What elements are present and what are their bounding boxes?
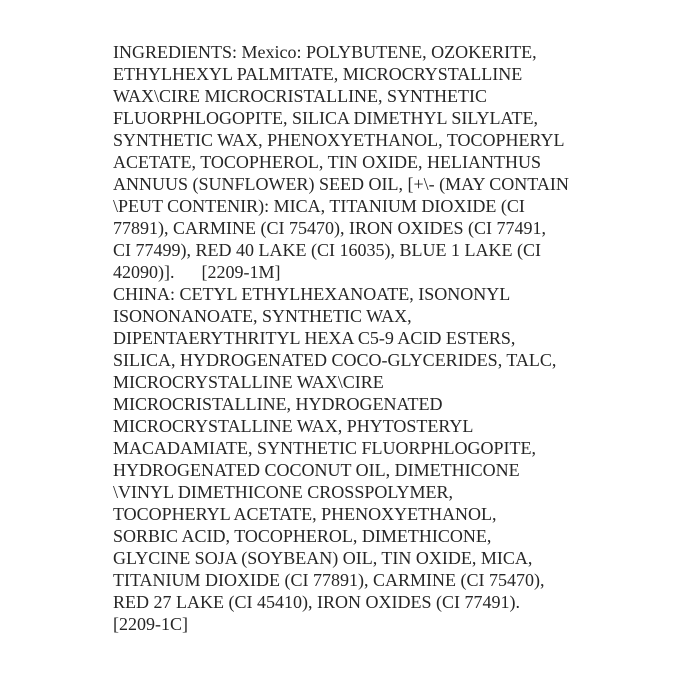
text-line: ISONONANOATE, SYNTHETIC WAX,	[113, 306, 412, 326]
text-line: [2209-1C]	[113, 614, 188, 634]
text-line: RED 27 LAKE (CI 45410), IRON OXIDES (CI 77491).	[113, 592, 520, 612]
text-line: HYDROGENATED COCONUT OIL, DIMETHICONE	[113, 460, 520, 480]
text-line: \PEUT CONTENIR): MICA, TITANIUM DIOXIDE (CI	[113, 196, 525, 216]
text-line: MACADAMIATE, SYNTHETIC FLUORPHLOGOPITE,	[113, 438, 536, 458]
text-line: TITANIUM DIOXIDE (CI 77891), CARMINE (CI 75470),	[113, 570, 545, 590]
text-line: FLUORPHLOGOPITE, SILICA DIMETHYL SILYLATE,	[113, 108, 539, 128]
text-line: INGREDIENTS: Mexico: POLYBUTENE, OZOKERITE,	[113, 42, 537, 62]
text-line: SILICA, HYDROGENATED COCO-GLYCERIDES, TALC,	[113, 350, 557, 370]
text-line: ETHYLHEXYL PALMITATE, MICROCRYSTALLINE	[113, 64, 523, 84]
text-line: MICROCRYSTALLINE WAX\CIRE	[113, 372, 384, 392]
text-line: CHINA: CETYL ETHYLHEXANOATE, ISONONYL	[113, 284, 511, 304]
text-line: MICROCRISTALLINE, HYDROGENATED	[113, 394, 443, 414]
text-line: TOCOPHERYL ACETATE, PHENOXYETHANOL,	[113, 504, 497, 524]
text-line: 77891), CARMINE (CI 75470), IRON OXIDES (CI 77491,	[113, 218, 546, 238]
text-line: \VINYL DIMETHICONE CROSSPOLYMER,	[113, 482, 454, 502]
text-line: GLYCINE SOJA (SOYBEAN) OIL, TIN OXIDE, MICA,	[113, 548, 533, 568]
text-line: DIPENTAERYTHRITYL HEXA C5-9 ACID ESTERS,	[113, 328, 516, 348]
text-line: MICROCRYSTALLINE WAX, PHYTOSTERYL	[113, 416, 474, 436]
text-line: 42090)]. [2209-1M]	[113, 262, 281, 282]
text-line: WAX\CIRE MICROCRISTALLINE, SYNTHETIC	[113, 86, 488, 106]
text-line: SYNTHETIC WAX, PHENOXYETHANOL, TOCOPHERYL	[113, 130, 565, 150]
ingredients-text-block	[113, 41, 588, 635]
text-line: ACETATE, TOCOPHEROL, TIN OXIDE, HELIANTHUS	[113, 152, 542, 172]
text-line: CI 77499), RED 40 LAKE (CI 16035), BLUE 1 LAKE (CI	[113, 240, 541, 260]
text-line: SORBIC ACID, TOCOPHEROL, DIMETHICONE,	[113, 526, 492, 546]
text-line: ANNUUS (SUNFLOWER) SEED OIL, [+\- (MAY CONTAIN	[113, 174, 569, 194]
